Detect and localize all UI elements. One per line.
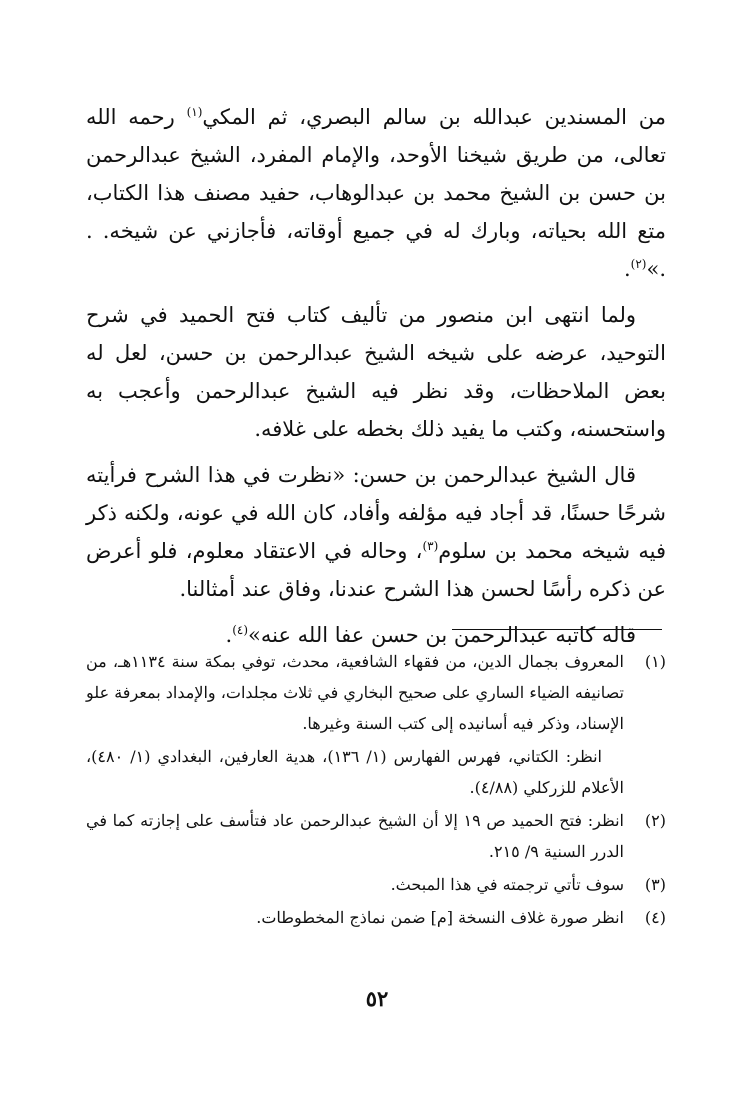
paragraph-3-text-a: قال الشيخ عبدالرحمن بن حسن: «نظرت في هذا الشرح فرأيته شرحًا حسنًا، قد أجاد فيه مؤلفه وأفاد، كان الله في عونه، ولكنه ذكر فيه شيخه محمد بن سلوم [86, 463, 667, 563]
page-number: ٥٢ [365, 986, 389, 1011]
footnotes [86, 646, 666, 935]
footnote-1-number: (١) [644, 652, 666, 671]
footnote-ref-3: (٣) [422, 539, 439, 553]
paragraph-4-text-a: قاله كاتبه عبدالرحمن بن حسن عفا الله عنه» [248, 623, 636, 647]
footnote-2-number: (٢) [644, 811, 666, 830]
footnote-ref-1: (١) [186, 105, 203, 119]
footnote-1-sources: انظر: الكتاني، فهرس الفهارس (١/ ١٣٦)، هدية العارفين، البغدادي (١/ ٤٨٠)، الأعلام للزركلي (٤/٨٨). [86, 747, 624, 797]
paragraph-1 [86, 98, 666, 288]
paragraph-3 [86, 456, 666, 608]
footnote-4-text: انظر صورة غلاف النسخة [م] ضمن نماذج المخطوطات. [256, 908, 624, 927]
paragraph-2: ولما انتهى ابن منصور من تأليف كتاب فتح الحميد في شرح التوحيد، عرضه على شيخه الشيخ عبدالرحمن بن حسن، لعل له بعض الملاحظات، وقد نظر فيه الشيخ عبدالرحمن وأعجب به واستحسنه، وكتب ما يفيد ذلك بخطه على غلافه. [86, 303, 666, 441]
footnote-3-text: سوف تأتي ترجمته في هذا المبحث. [390, 875, 624, 894]
paragraph-1-text-c: . [623, 257, 631, 281]
footnote-2 [86, 805, 666, 867]
footnote-4 [86, 902, 666, 933]
paragraph-3-text-b: ، وحاله في الاعتقاد معلوم، فلو أعرض عن ذكره رأسًا لحسن هذا الشرح عندنا، وفاق عند أمثالنا. [86, 539, 666, 601]
paragraph-1-text-b: رحمه الله تعالى، من طريق شيخنا الأوحد، والإمام المفرد، الشيخ عبدالرحمن بن حسن بن الشيخ محمد بن عبدالوهاب، حفيد مصنف هذا الكتاب، متع الله بحياته، وبارك له في جميع أوقاته، فأجازني عن شيخه. . .» [86, 105, 666, 281]
footnote-1 [86, 646, 666, 739]
footnote-3 [86, 869, 666, 900]
footnote-ref-4: (٤) [232, 623, 249, 637]
footnote-3-number: (٣) [644, 875, 666, 894]
footnote-2-text: انظر: فتح الحميد ص ١٩ إلا أن الشيخ عبدالرحمن عاد فتأسف على إجازته كما في الدرر السنية ٩/ ٢١٥. [86, 811, 625, 861]
footnote-1-text: المعروف بجمال الدين، من فقهاء الشافعية، محدث، توفي بمكة سنة ١١٣٤هـ، من تصانيفه الضياء الساري على صحيح البخاري في ثلاث مجلدات، والإمداد بمعرفة علو الإسناد، وذكر فيه أسانيده إلى كتب السنة وغيرها. [86, 652, 624, 733]
paragraph-1-text-a: من المسندين عبدالله بن سالم البصري، ثم المكي [202, 105, 666, 129]
main-text [86, 98, 666, 662]
footnote-separator [452, 629, 662, 630]
footnote-ref-2: (٢) [630, 257, 647, 271]
paragraph-4-text-b: . [225, 623, 233, 647]
footnote-4-number: (٤) [644, 908, 666, 927]
